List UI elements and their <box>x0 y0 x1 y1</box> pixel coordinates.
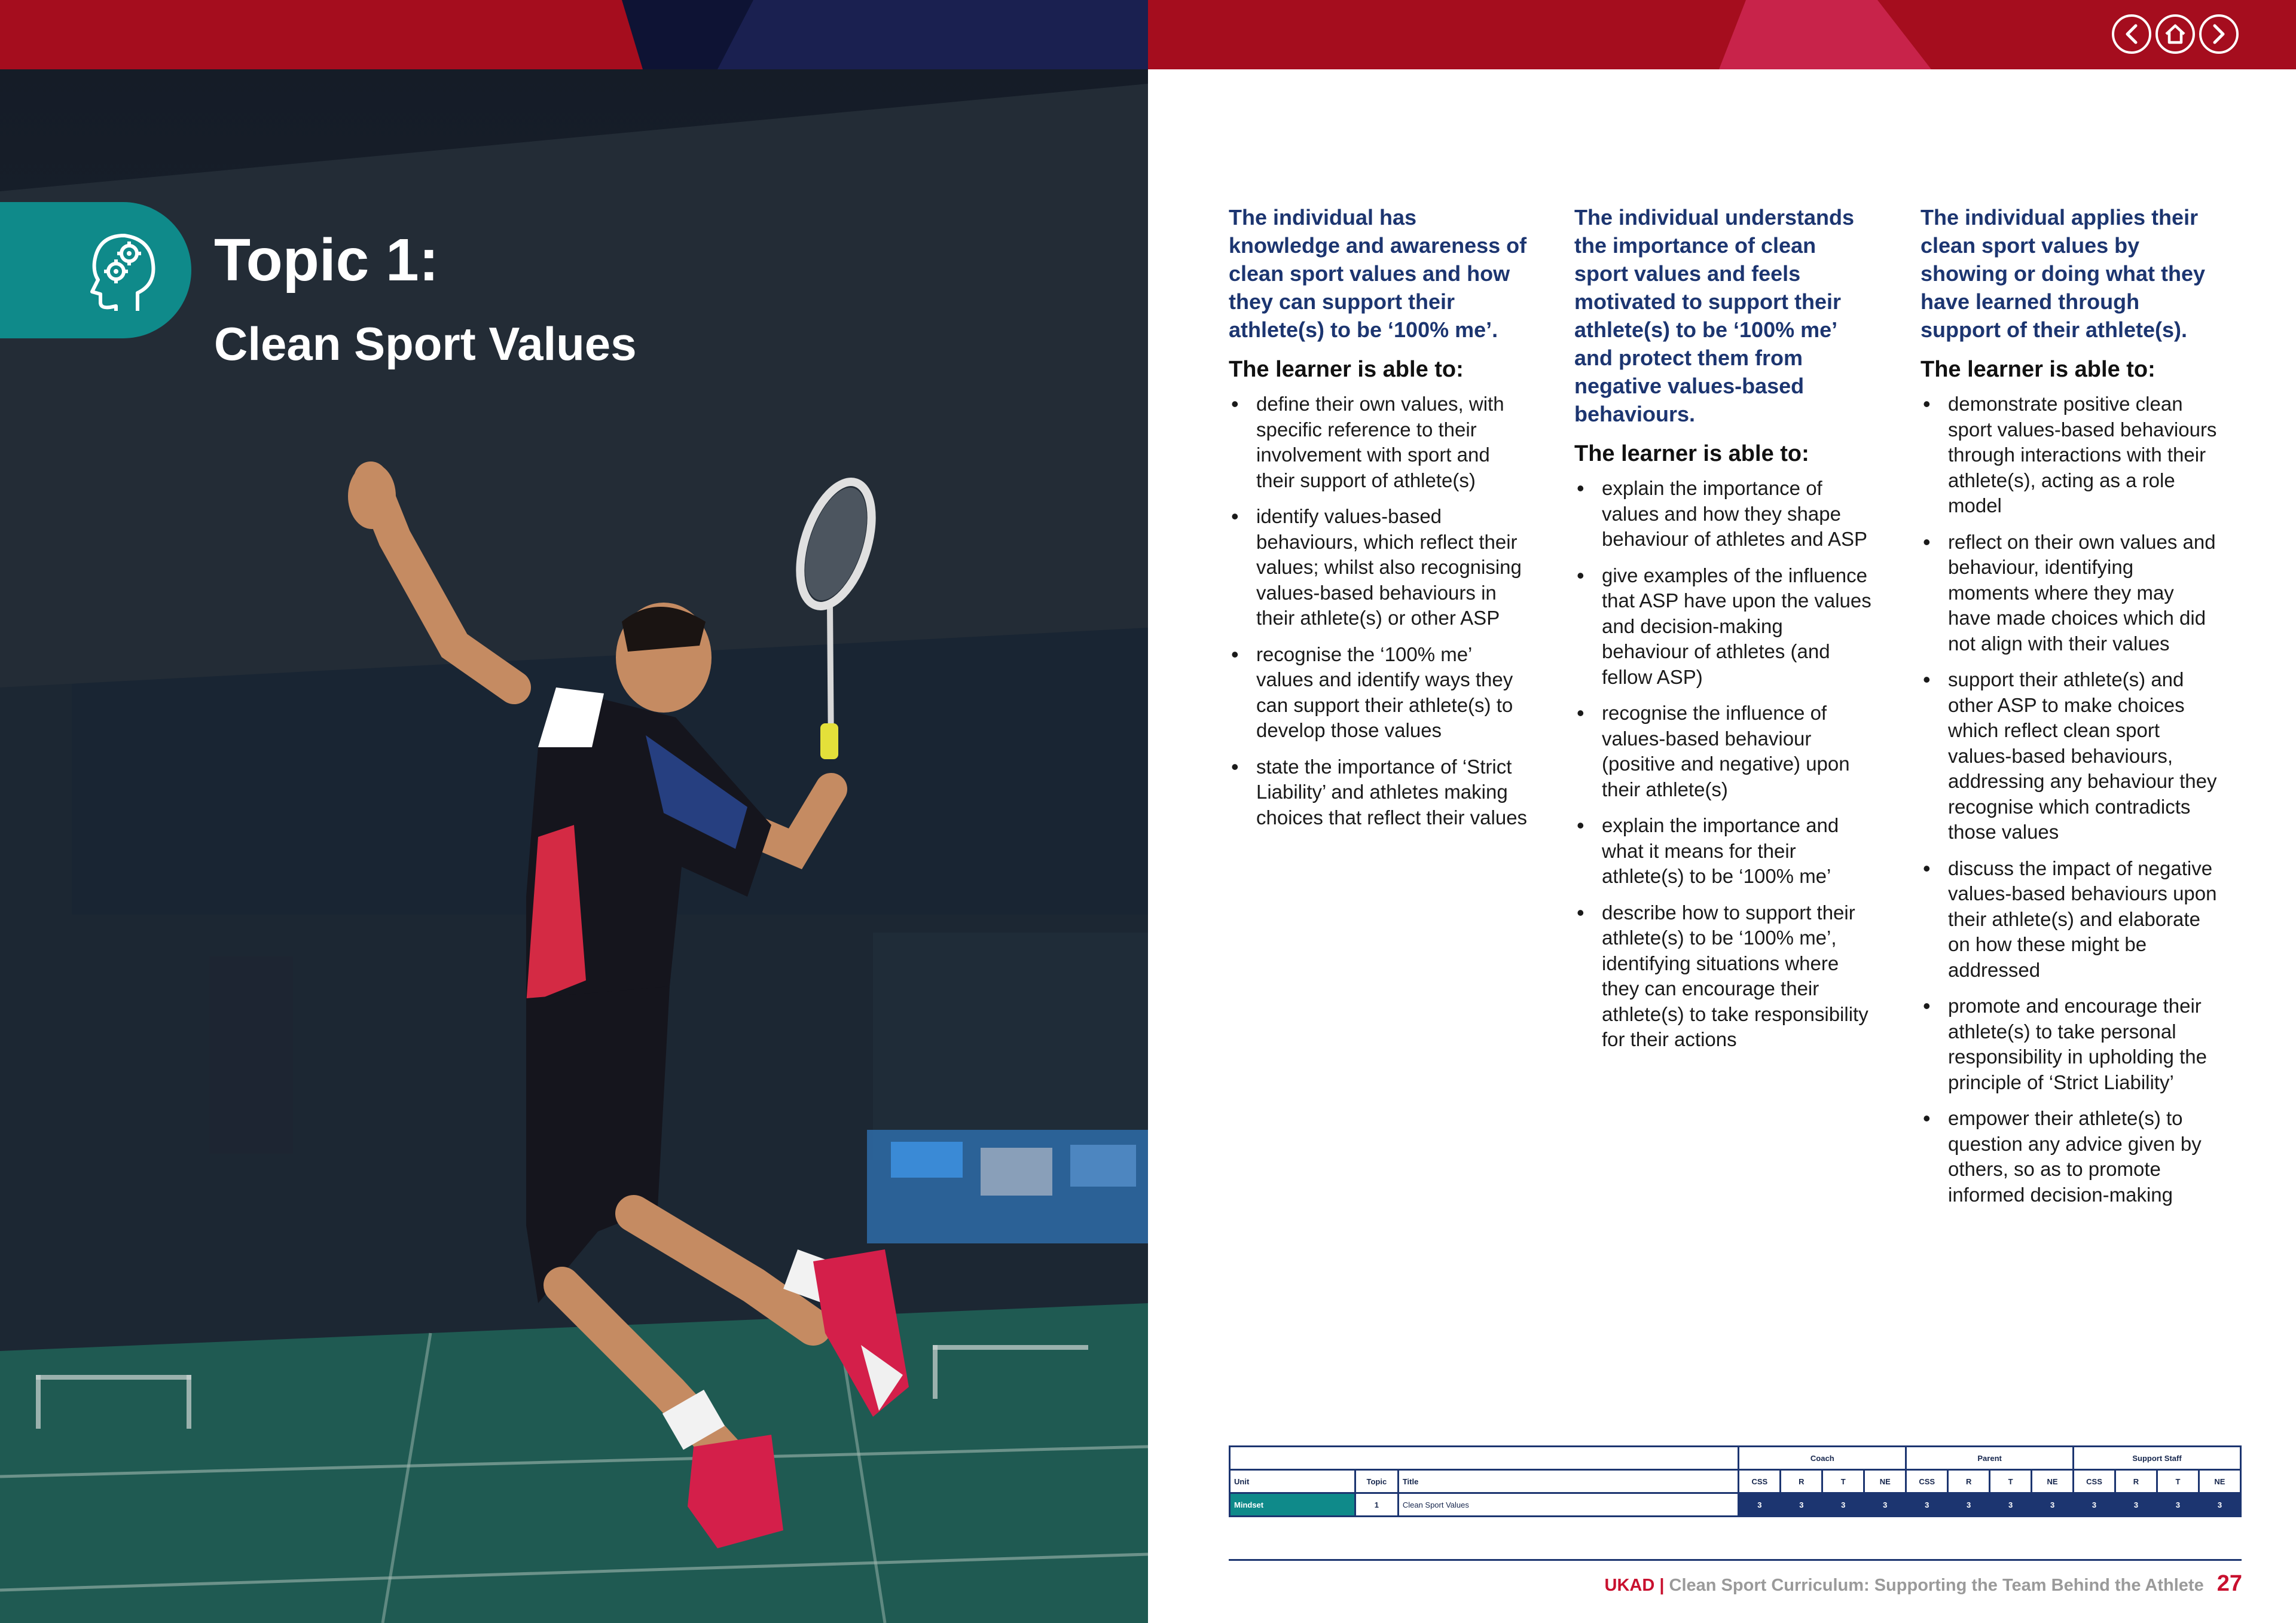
list-item: • describe how to support their athlete(s) to be ‘100% me’, identifying situations where they can encourage their athlete(s) to take responsibility for their actions <box>1574 900 1873 1053</box>
header-subcol: T <box>2157 1470 2199 1493</box>
header-subcol: CSS <box>1906 1470 1948 1493</box>
list-item: • empower their athlete(s) to question any advice given by others, so as to promote informed decision-making <box>1921 1106 2219 1208</box>
header-subcol: T <box>1822 1470 1864 1493</box>
column-knowledge <box>1229 203 1528 841</box>
cell-value: 3 <box>1739 1493 1781 1517</box>
list-item: • promote and encourage their athlete(s) to take personal responsibility in upholding the principle of ‘Strict Liability’ <box>1921 994 2219 1095</box>
cell-value: 3 <box>2157 1493 2199 1517</box>
list-item: • recognise the ‘100% me’ values and identify ways they can support their athlete(s) to develop those values <box>1229 642 1528 744</box>
list-item: • support their athlete(s) and other ASP to make choices which reflect clean sport values-based behaviours, addressing any behaviour they recognise which contradicts those values <box>1921 667 2219 845</box>
top-banner <box>0 0 2296 69</box>
group-header-parent: Parent <box>1906 1447 2074 1470</box>
list-item: • recognise the influence of values-based behaviour (positive and negative) upon their athlete(s) <box>1574 701 1873 802</box>
topic-title: Topic 1: <box>214 227 439 294</box>
header-subcol: R <box>1781 1470 1822 1493</box>
header-subcol: NE <box>2032 1470 2074 1493</box>
header-topic: Topic <box>1355 1470 1398 1493</box>
header-subcol: NE <box>2199 1470 2240 1493</box>
column-heading: The individual has knowledge and awareness of clean sport values and how they can support their athlete(s) to be ‘100% me’. <box>1229 205 1527 342</box>
cell-title: Clean Sport Values <box>1398 1493 1739 1517</box>
cell-value: 3 <box>1990 1493 2032 1517</box>
list-item: • explain the importance of values and how they shape behaviour of athletes and ASP <box>1574 476 1873 552</box>
cell-value: 3 <box>1781 1493 1822 1517</box>
cell-value: 3 <box>2115 1493 2157 1517</box>
header-subcol: CSS <box>1739 1470 1781 1493</box>
topic-subtitle: Clean Sport Values <box>214 317 637 370</box>
list-item: • explain the importance and what it means for their athlete(s) to be ‘100% me’ <box>1574 813 1873 890</box>
table-spacer <box>1230 1447 1739 1470</box>
list-item: • reflect on their own values and behaviour, identifying moments where they may have made choices which did not align with their values <box>1921 530 2219 657</box>
footer-divider <box>1229 1559 2242 1561</box>
list-item: • demonstrate positive clean sport values-based behaviours through interactions with their athlete(s), acting as a role model <box>1921 392 2219 519</box>
group-header-support-staff: Support Staff <box>2074 1447 2241 1470</box>
cell-value: 3 <box>2074 1493 2115 1517</box>
table-group-row <box>1230 1447 2241 1470</box>
chevron-left-icon <box>2123 24 2141 44</box>
header-subcol: R <box>1948 1470 1990 1493</box>
next-page-button[interactable] <box>2199 14 2239 54</box>
cell-value: 3 <box>1906 1493 1948 1517</box>
cell-value: 3 <box>1864 1493 1906 1517</box>
home-button[interactable] <box>2155 14 2195 54</box>
group-header-coach: Coach <box>1739 1447 1906 1470</box>
cell-value: 3 <box>2199 1493 2240 1517</box>
column-heading: The individual understands the importance of clean sport values and feels motivated to support their athlete(s) to be ‘100% me’ and protect them from negative values-based behaviours. <box>1574 205 1855 426</box>
column-understanding <box>1574 203 1873 1063</box>
cell-value: 3 <box>1948 1493 1990 1517</box>
list-item: • state the importance of ‘Strict Liability’ and athletes making choices that reflect their values <box>1229 754 1528 831</box>
page-footer <box>1605 1571 2243 1597</box>
cell-value: 3 <box>2032 1493 2074 1517</box>
head-gears-icon <box>83 227 166 313</box>
header-subcol: CSS <box>2074 1470 2115 1493</box>
home-icon <box>2164 23 2187 45</box>
column-subheading: The learner is able to: <box>1229 357 1464 382</box>
list-item: • identify values-based behaviours, which reflect their values; whilst also recognising values-based behaviours in their athlete(s) or other ASP <box>1229 504 1528 631</box>
header-subcol: R <box>2115 1470 2157 1493</box>
outcome-list <box>1921 392 2219 1208</box>
table-row <box>1230 1493 2241 1517</box>
outcome-list <box>1574 476 1873 1053</box>
footer-org: UKAD <box>1604 1576 1655 1595</box>
page-number: 27 <box>2216 1571 2242 1596</box>
list-item: • give examples of the influence that ASP have upon the values and decision-making behaviour of athletes (and fellow ASP) <box>1574 563 1873 690</box>
header-subcol: NE <box>1864 1470 1906 1493</box>
header-subcol: T <box>1990 1470 2032 1493</box>
header-title: Title <box>1398 1470 1739 1493</box>
chevron-right-icon <box>2210 24 2228 44</box>
footer-separator: | <box>1654 1576 1669 1595</box>
curriculum-table <box>1229 1445 2242 1517</box>
column-subheading: The learner is able to: <box>1921 357 2155 382</box>
cell-unit: Mindset <box>1230 1493 1355 1517</box>
outcome-list <box>1229 392 1528 830</box>
prev-page-button[interactable] <box>2112 14 2151 54</box>
column-heading: The individual applies their clean sport values by showing or doing what they have learned through support of their athlete(s). <box>1921 205 2205 342</box>
cell-topic: 1 <box>1355 1493 1398 1517</box>
column-application <box>1921 203 2219 1218</box>
header-unit: Unit <box>1230 1470 1355 1493</box>
table-header-row <box>1230 1470 2241 1493</box>
list-item: • discuss the impact of negative values-based behaviours upon their athlete(s) and elaborate on how these might be addressed <box>1921 856 2219 983</box>
topic-tab <box>0 202 191 338</box>
cell-value: 3 <box>1822 1493 1864 1517</box>
list-item: • define their own values, with specific reference to their involvement with sport and their support of athlete(s) <box>1229 392 1528 493</box>
footer-text: Clean Sport Curriculum: Supporting the Team Behind the Athlete <box>1669 1576 2204 1595</box>
column-subheading: The learner is able to: <box>1574 441 1809 466</box>
